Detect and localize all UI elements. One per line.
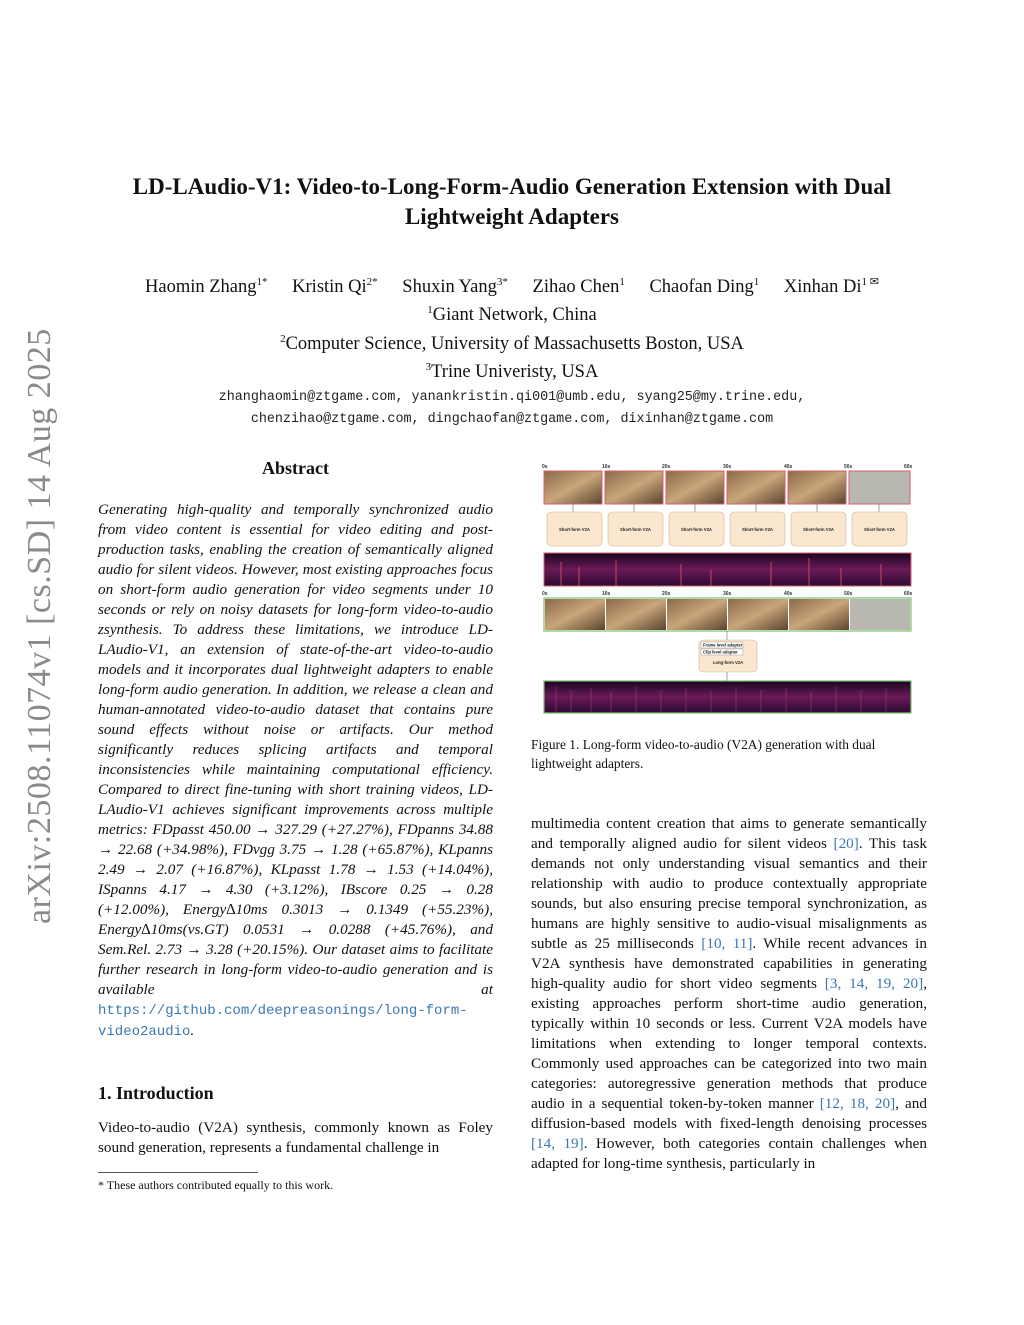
long-video-frames (544, 598, 911, 631)
short-form-label: Short-form V2A (620, 527, 651, 532)
short-form-label: Short-form V2A (864, 527, 895, 532)
short-form-label: Short-form V2A (803, 527, 834, 532)
affiliation-2: $^2$Computer Science, University of Massachusetts Boston, USA (280, 332, 744, 354)
clip-adapter-label: Clip level adapter (703, 649, 738, 655)
time-label: 0s (542, 464, 548, 470)
video-frame (850, 599, 910, 630)
author-6: Xinhan $Di^{1 ✉}$ (783, 276, 879, 298)
intro-right-column: multimedia content creation that aims to generate semantically and temporally aligned audio for silent videos [20]. This task demands not only understanding visual semantics and their relationship with audio to produce contextually appropriate sounds, but also ensuring precise temporal synchronization, as humans are highly sensitive to audio-visual misalignments as subtle as 25 milliseconds [10, 11]. While recent advances in V2A synthesis have demonstrated capabilities in generating high-quality audio for short video segments [3, 14, 19, 20], existing approaches perform short-time audio generation, typically within 10 seconds or less. Current V2A models have limitations when extending to longer temporal contexts. Commonly used approaches can be categorized into two main categories: autoregressive generation methods that produce audio in a sequential token-by-token manner [12, 18, 20], and diffusion-based models with fixed-length denoising processes [14, 19]. However, both categories contain challenges when adapted for long-time synthesis, particularly in (531, 815, 927, 1172)
intro-heading: 1. Introduction (98, 1083, 214, 1103)
citation[interactable]: [10, 11] (701, 935, 753, 952)
author-3: Shuxin Yang$^{3*}$ (402, 276, 508, 298)
frame-adapter-label: Frame level adapter (703, 642, 743, 648)
author-4: Zihao Chen$^1$ (532, 276, 625, 298)
author-5: Chaofan Ding$^1$ (649, 276, 760, 298)
video-frame (727, 471, 785, 504)
time-label: 0s (542, 591, 548, 597)
video-frame (849, 471, 910, 504)
affiliation-1: $^1$Giant Network, China (427, 304, 597, 326)
short-form-spectrogram (544, 553, 911, 586)
paper-title (60, 172, 964, 232)
abstract-end: . (190, 1022, 195, 1039)
video-frame (728, 599, 788, 630)
time-label: 10s (602, 464, 611, 470)
short-form-label: Short-form V2A (742, 527, 773, 532)
top-video-frames (544, 471, 910, 504)
video-frame (544, 471, 602, 504)
abstract-body (98, 500, 493, 1042)
video-frame (606, 599, 666, 630)
short-form-label: Short-form V2A (559, 527, 590, 532)
time-label: 20s (662, 464, 671, 470)
bottom-time-labels (542, 591, 913, 597)
intro-paragraph: Video-to-audio (V2A) synthesis, commonly known as Foley sound generation, represents a fundamental challenge in (98, 1119, 493, 1156)
short-form-v2a-boxes (547, 512, 907, 546)
time-label: 10s (602, 591, 611, 597)
long-form-v2a-box (699, 640, 757, 672)
video-frame (605, 471, 663, 504)
citation[interactable]: [20] (833, 835, 859, 852)
time-label: 50s (844, 591, 853, 597)
time-label: 40s (784, 591, 793, 597)
footnote: * These authors contributed equally to this work. (98, 1178, 334, 1192)
time-label: 30s (723, 591, 732, 597)
footnote-rule (98, 1172, 258, 1173)
abstract-text: Generating high-quality and temporally synchronized audio from video content is essential for video editing and post-production tasks, enabling the creation of semantically aligned audio for silent videos. However, most existing approaches focus on short-form audio generation for video segments under 10 seconds or rely on noisy datasets for long-form video-to-audio zsynthesis. To address these limitations, we introduce LD-LAudio-V1, an extension of state-of-the-art video-to-audio models and it incorporates dual lightweight adapters to enable long-form audio generation. In addition, we release a clean and human-annotated video-to-audio dataset that contains pure sound effects without noise or artifacts. Our method significantly reduces splicing artifacts and temporal inconsistencies while maintaining computational efficiency. Compared to direct fine-tuning with short training videos, LD-LAudio-V1 achieves significant improvements across multiple metrics: FDpasst 450.00 → 327.29 (+27.27%), FDpanns 34.88 → 22.68 (+34.98%), FDvgg 3.75 → 1.28 (+65.87%), KLpanns 2.49 → 2.07 (+16.87%), KLpasst 1.78 → 1.53 (+14.04%), ISpanns 4.17 → 4.30 (+3.12%), IBscore 0.25 → 0.28 (+12.00%), Energy∆10ms 0.3013 → 0.1349 (+55.23%), Energy∆10ms(vs.GT) 0.0531 → 0.0288 (+45.76%), and Sem.Rel. 2.73 → 3.28 (+20.15%). Our dataset aims to facilitate further research in long-form video-to-audio generation and is available at (98, 501, 493, 998)
time-label: 60s (904, 591, 913, 597)
author-list (60, 270, 964, 299)
abstract-heading: Abstract (262, 458, 329, 478)
time-label: 30s (723, 464, 732, 470)
title-line-2: Lightweight Adapters (404, 204, 620, 229)
time-label: 20s (662, 591, 671, 597)
title-line-1: LD-LAudio-V1: Video-to-Long-Form-Audio Generation Extension with Dual (132, 174, 892, 199)
video-frame (789, 599, 849, 630)
video-frame (667, 599, 727, 630)
emails-line-2: chenzihao@ztgame.com, dingchaofan@ztgame.com, dixinhan@ztgame.com (250, 412, 774, 428)
author-1: Haomin Zhang$^{1*}$ (145, 276, 268, 298)
time-label: 50s (844, 464, 853, 470)
citation[interactable]: [12, 18, 20] (819, 1095, 896, 1112)
long-form-spectrogram (544, 681, 911, 713)
short-form-label: Short-form V2A (681, 527, 712, 532)
author-2: Kristin $Qi^{2*}$ (292, 276, 378, 298)
long-form-label: Long-form V2A (712, 660, 744, 665)
citation[interactable]: [14, 19] (531, 1135, 584, 1152)
affiliation-3: $^3$Trine Univeristy, USA (425, 361, 599, 383)
video-frame (788, 471, 846, 504)
time-label: 40s (784, 464, 793, 470)
abstract-github-link[interactable]: https://github.com/deepreasonings/long-form-video2audio (98, 1003, 468, 1040)
video-frame (666, 471, 724, 504)
author-block (60, 270, 964, 431)
arxiv-side-label: arXiv:2508.11074v1 [cs.SD] 14 Aug 2025 (21, 328, 58, 924)
figure-1-caption: Figure 1. Long-form video-to-audio (V2A) generation with dual lightweight adapters. (531, 737, 876, 771)
video-frame (545, 599, 605, 630)
figure-1-diagram (541, 462, 918, 722)
top-time-labels (542, 464, 913, 470)
top-arrows (573, 504, 879, 512)
emails-line-1: zhanghaomin@ztgame.com, yanankristin.qi001@umb.edu, syang25@my.trine.edu, (218, 390, 806, 406)
citation[interactable]: [3, 14, 19, 20] (824, 975, 924, 992)
time-label: 60s (904, 464, 913, 470)
